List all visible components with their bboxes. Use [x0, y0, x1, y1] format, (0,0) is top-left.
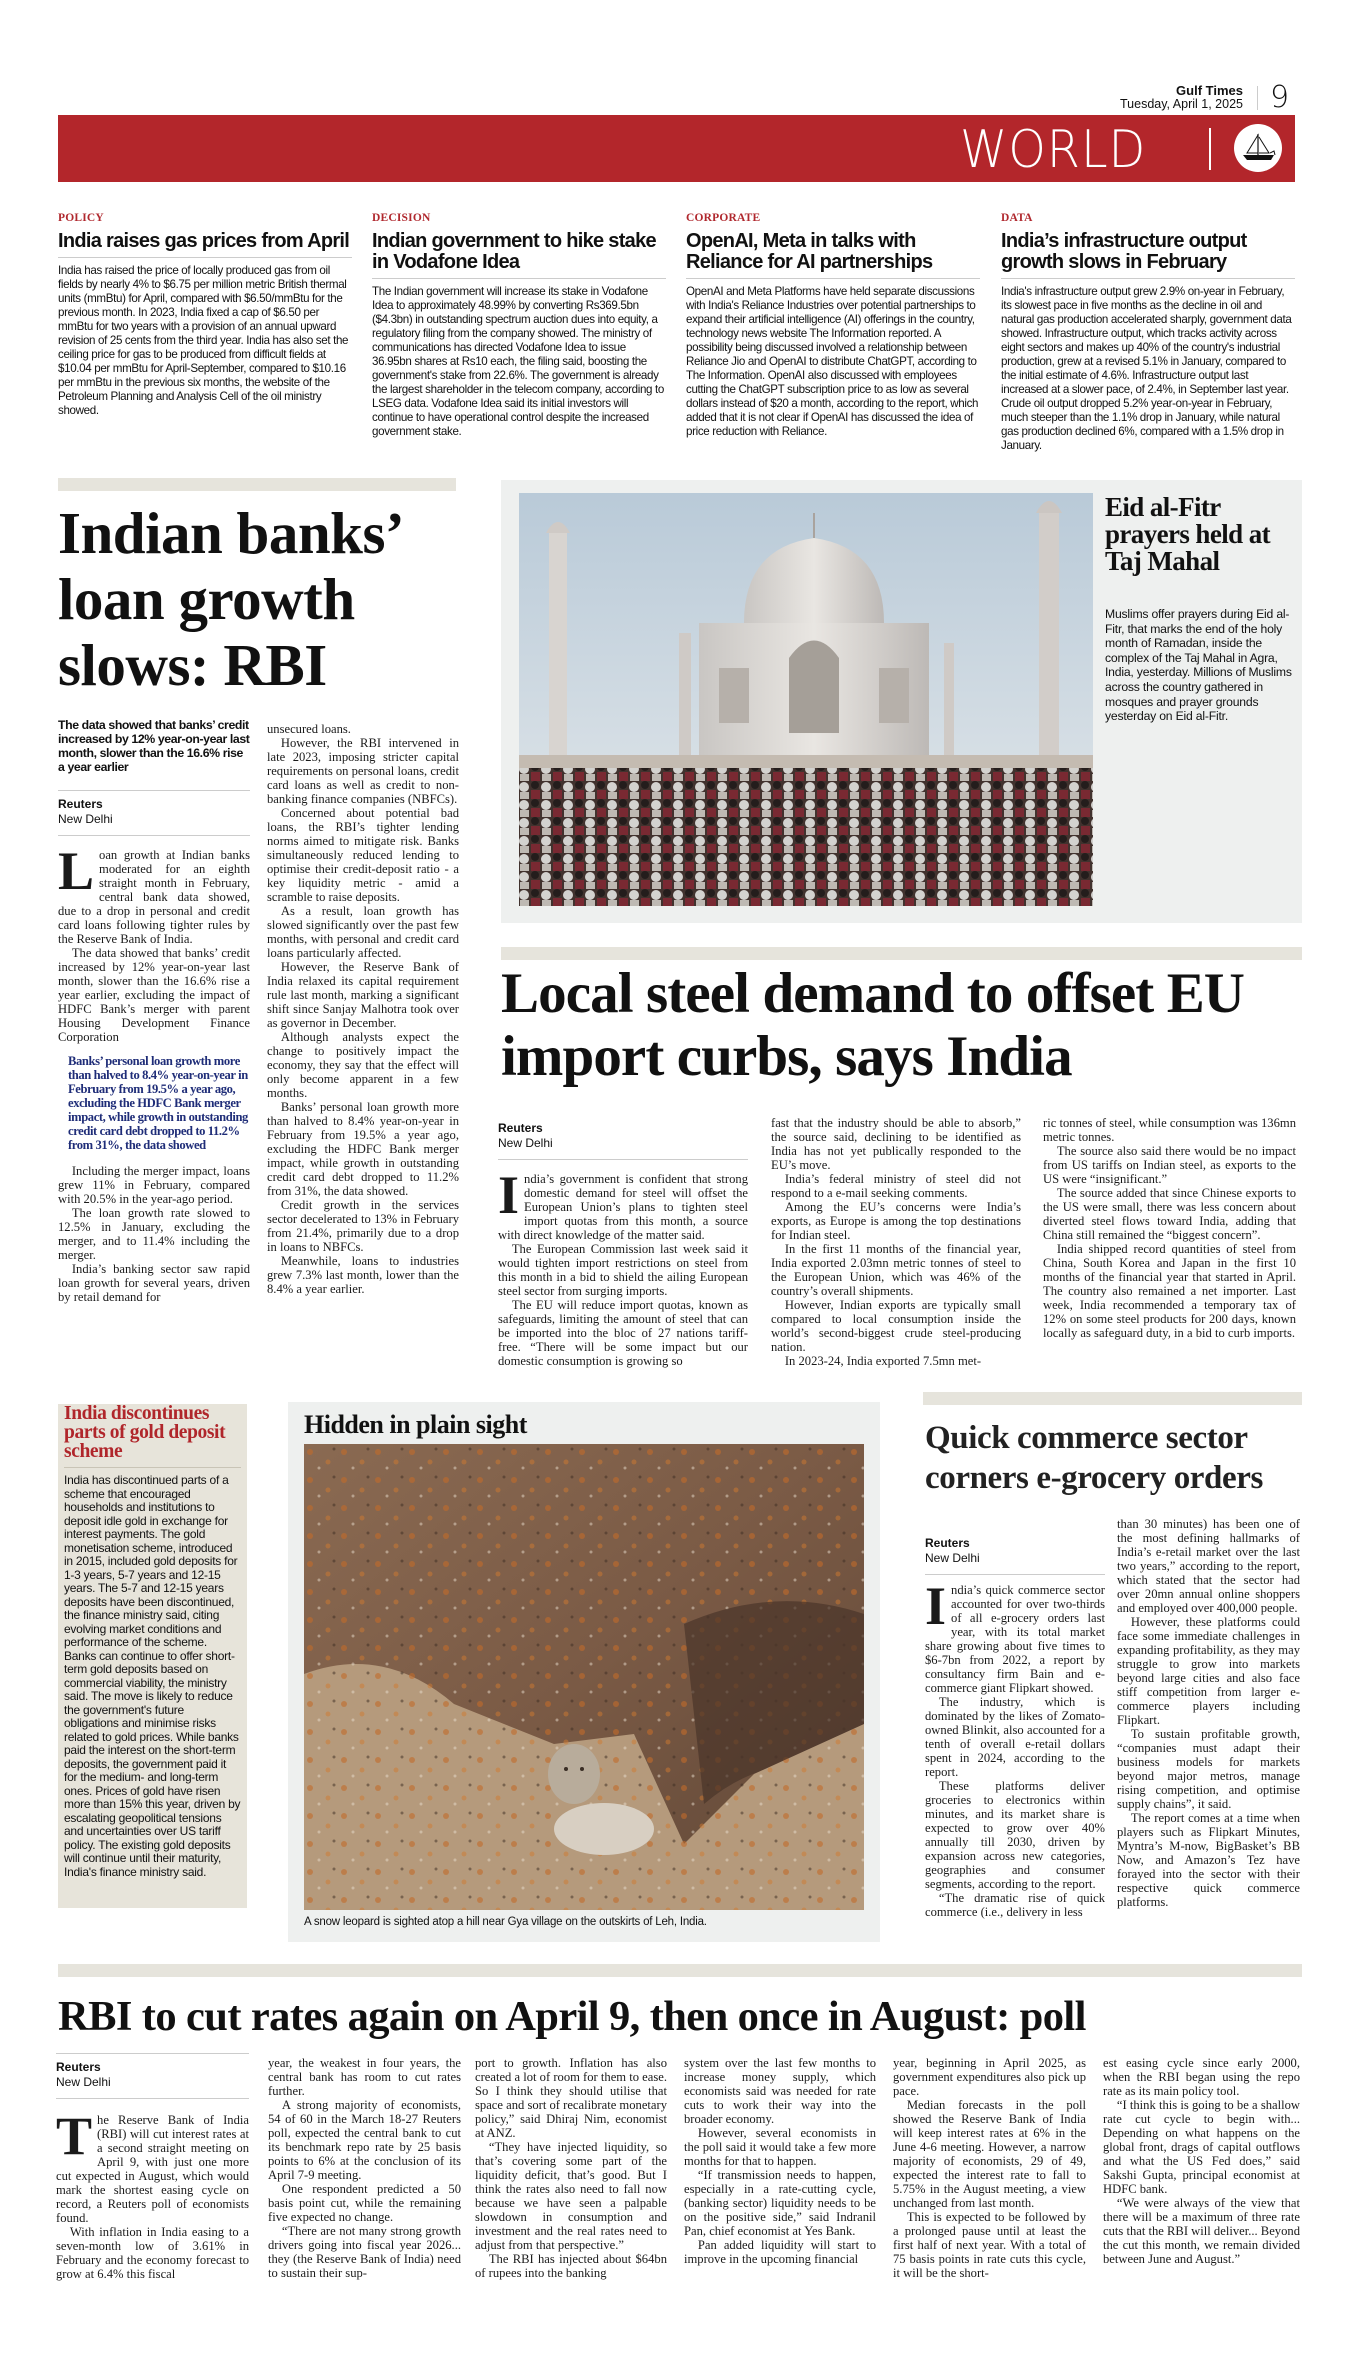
brief-data — [1001, 212, 1295, 453]
byline — [498, 1115, 748, 1160]
column-text — [58, 1164, 250, 1304]
article-headline-steel[interactable]: Local steel demand to offset EU import curbs, says India — [501, 962, 1245, 1088]
paragraph: unsecured loans. — [267, 722, 351, 736]
paragraph: Pan added liquidity will start to improve in the upcoming financial — [684, 2238, 876, 2266]
pull-quote: Banks’ personal loan growth more than halved to 8.4% year-on-year in February from 19.5% a year ago, excluding the HDFC Bank merger impact, while growth in outstanding credit card debt dropped to 11.2% from 31%, the data showed — [68, 1054, 248, 1152]
paragraph: With inflation in India easing to a seven-month low of 3.61% in February and the economy forecast to grow at 6.4% this fiscal — [56, 2225, 249, 2281]
agency: Reuters — [56, 2060, 101, 2074]
paragraph: Concerned about potential bad loans, the RBI’s tighter lending norms aimed to mitigate risk. Banks simultaneously reduced lending to optimise their credit-deposit ratio - a key liquidity metric - amid a scramble to raise deposits. — [267, 806, 459, 904]
article-headline-quick-commerce[interactable]: Quick commerce sector corners e-grocery orders — [925, 1420, 1263, 1496]
brief-body: India has raised the price of locally produced gas from oil fields by nearly 4% to $6.75 per million metric British thermal units (mmBtu) for April, compared with $6.50/mmBtu for the previous month. In 2023, India fixed a cap of $6.50 per mmBtu for two years with a provision of an annual upward revision of 25 cents from the third year. India has also set the ceiling price for gas to be produced from difficult fields at $10.04 per mmBtu for April-September, compared to $10.16 per mmBtu in the previous six months, the website of the Petroleum Planning and Analysis Cell of the oil ministry showed. — [58, 264, 349, 417]
paragraph: fast that the industry should be able to absorb,” the source said, declining to be identified as India has not yet publically responded to the EU’s move. — [771, 1116, 1021, 1172]
dateline: New Delhi — [925, 1551, 980, 1565]
paragraph: Meanwhile, loans to industries grew 7.3% last month, lower than the 8.4% a year earlier. — [267, 1254, 459, 1296]
brief-decision — [372, 212, 666, 439]
issue-date: Tuesday, April 1, 2025 — [1120, 97, 1243, 111]
paragraph: The European Commission last week said it would tighten import restrictions on steel from this month in a bid to shield the ailing European steel sector from surging imports. — [498, 1242, 748, 1298]
paragraph: The source also said there would be no impact from US tariffs on Indian steel, as exports to the US were “insignificant.” — [1043, 1144, 1296, 1186]
paragraph: than 30 minutes) has been one of the most defining hallmarks of India’s e-retail market over the last two years,” according to the report, which stated that the sector had over 20mn annual online shoppers and employed over 400,000 people. — [1117, 1517, 1300, 1615]
brief-headline[interactable]: Indian government to hike stake in Vodafone Idea — [372, 231, 666, 279]
section-rule — [923, 1392, 1302, 1405]
article-headline-rbi[interactable]: RBI to cut rates again on April 9, then once in August: poll — [58, 1993, 1086, 2040]
gold-scheme-sidebar — [58, 1404, 247, 1908]
sidebar-body: India has discontinued parts of a scheme that encouraged households and institutions to deposit idle gold in exchange for interest payments. The gold monetisation scheme, introduced in 2015, included gold deposits for 1-3 years, 5-7 years and 12-15 years. The 5-7 and 12-15 years deposits have been discontinued, the finance ministry said, citing evolving market conditions and performance of the scheme. Banks can continue to offer short-term gold deposits based on commercial viability, the ministry said. The move is likely to reduce the government's future obligations and minimise risks related to gold prices. While banks paid the interest on the short-term deposits, the government paid it for the medium- and long-term ones. Prices of gold have risen more than 15% this year, driven by escalating geopolitical tensions and uncertainties over US tariff policy. The existing gold deposits will continue until their maturity, India's finance ministry said. — [64, 1473, 241, 1879]
paragraph: India’s quick commerce sector accounted for over two-thirds of all e-grocery orders last year, with its total market share growing about five times to $6-7bn from 2022, a report by consultancy firm Bain and e-commerce giant Flipkart showed. — [925, 1576, 1105, 1695]
article-column — [893, 2056, 1086, 2280]
paragraph: The loan growth rate slowed to 12.5% in January, excluding the merger, and to 11.4% including the merger. — [58, 1206, 250, 1262]
dateline: New Delhi — [58, 812, 113, 826]
agency: Reuters — [498, 1121, 543, 1135]
section-rule — [58, 478, 456, 491]
paragraph: India’s federal ministry of steel did not respond to a e-mail seeking comments. — [771, 1172, 1021, 1200]
newspaper-name: Gulf Times — [1176, 83, 1243, 98]
section-title: WORLD — [960, 120, 1147, 180]
byline — [56, 2053, 249, 2099]
brief-body: The Indian government will increase its stake in Vodafone Idea to approximately 48.99% by converting Rs369.5bn ($4.3bn) in outstanding spectrum auction dues into equity, a regulatory filing from the company showed. The ministry of communications has directed Vodafone Idea to issue 36.95bn shares at Rs10 each, the filing said, boosting the government's stake from 22.6%. The government is already the largest shareholder in the telecom company, according to LSEG data. Vodafone Idea said its initial investors will continue to have operational control despite the increased government stake. — [372, 285, 664, 438]
paragraph: port to growth. Inflation has also created a lot of room for them to ease. So I think they should utilise that space and sort of recalibrate monetary policy,” said Dhiraj Nim, economist at ANZ. — [475, 2056, 667, 2140]
masthead-brand — [1120, 84, 1243, 111]
paragraph: However, the Reserve Bank of India relaxed its capital requirement rule last month, marking a significant shift since Sanjay Malhotra took over as governor in December. — [267, 960, 459, 1030]
article-column — [1043, 1116, 1296, 1340]
photo-title: Hidden in plain sight — [304, 1410, 527, 1439]
article-column — [268, 2056, 461, 2280]
snow-leopard-photo[interactable] — [304, 1444, 864, 1910]
byline — [925, 1530, 1105, 1575]
taj-mahal-photo[interactable] — [519, 493, 1093, 906]
paragraph: year, the weakest in four years, the central bank has room to cut rates further. — [268, 2056, 461, 2098]
paragraph: Banks’ personal loan growth more than halved to 8.4% year-on-year in February from 19.5% a year ago, excluding the HDFC Bank merger impact, while growth in outstanding credit card debt dropped to 11.2% from 31%, the data showed. — [267, 1100, 459, 1198]
paragraph: Median forecasts in the poll showed the Reserve Bank of India will keep interest rates at 6% in the June 4-6 meeting. However, a narrow majority of economists, 29 of 49, expected the interest rate to fall to 5.75% in the August meeting, a view unchanged from last month. — [893, 2098, 1086, 2210]
paragraph: India shipped record quantities of steel from China, South Korea and Japan in the first 10 months of the financial year that started in April. The country also remained a net importer. Last week, India recommended a temporary tax of 12% on some steel products for 200 days, known locally as safeguard duty, in a bid to curb imports. — [1043, 1242, 1296, 1340]
photo-caption: Muslims offer prayers during Eid al-Fitr, that marks the end of the holy month of Ramadan, inside the complex of the Taj Mahal in Agra, India, yesterday. Millions of Muslims across the country gathered in mosques and prayer grounds yesterday on Eid al-Fitr. — [1105, 607, 1292, 724]
paragraph: In the first 11 months of the financial year, India exported 2.03mn metric tonnes of steel to the European Union, which was 46% of the country’s overall shipments. — [771, 1242, 1021, 1298]
article-headline-banks[interactable]: Indian banks’ loan growth slows: RBI — [58, 500, 400, 698]
paragraph: However, these platforms could face some immediate challenges in expanding profitability, as they may struggle to grow into markets beyond large cities and also face stiff competition from larger e-commerce players including Flipkart. — [1117, 1615, 1300, 1727]
agency: Reuters — [58, 797, 103, 811]
paragraph: This is expected to be followed by a prolonged pause until at least the first half of next year. With a total of 75 basis points in rate cuts this cycle, it will be the short- — [893, 2210, 1086, 2280]
brief-body: OpenAI and Meta Platforms have held separate discussions with India's Reliance Industries over potential partnerships to expand their artificial intelligence (AI) offerings in the country, technology news website The Information reported. A possibility being discussed involved a relationship between Reliance Jio and OpenAI to distribute ChatGPT, according to The Information. OpenAI also discussed with employees cutting the ChatGPT subscription price to as low as several dollars instead of $20 a month, according to the report, which added that it is not clear if OpenAI has discussed the idea of price reduction with Reliance. — [686, 285, 979, 438]
paragraph: In 2023-24, India exported 7.5mn met- — [784, 1354, 982, 1368]
dhow-ship-logo-icon — [1234, 124, 1282, 172]
paragraph: “They have injected liquidity, so that’s covering some part of the liquidity deficit, that’s good. But I think the rates also need to fall now because we have seen a palpable slowdown in consumption and investment and the real rates need to adjust from that perspective.” — [475, 2140, 667, 2252]
paragraph: ric tonnes of steel, while consumption was 136mn metric tonnes. — [1043, 1116, 1296, 1144]
brief-headline[interactable]: OpenAI, Meta in talks with Reliance for AI partnerships — [686, 231, 980, 279]
paragraph: system over the last few months to increase money supply, which economists said was needed for rate cuts to work their way into the broader economy. — [684, 2056, 876, 2126]
page-number: 9 — [1270, 80, 1290, 115]
paragraph: India’s banking sector saw rapid loan growth for several years, driven by retail demand for — [58, 1262, 250, 1304]
paragraph: year, beginning in April 2025, as government expenditures also pick up pace. — [893, 2056, 1086, 2098]
paragraph: The data showed that banks’ credit increased by 12% year-on-year last month, slower than the 16.6% rise a year earlier, excluding the impact of HDFC Bank’s merger with parent Housing Development Finance Corporation — [58, 946, 250, 1044]
paragraph: However, several economists in the poll said it would take a few more months for that to happen. — [684, 2126, 876, 2168]
article-column — [925, 1576, 1105, 1919]
column-text — [58, 841, 250, 1044]
article-column — [684, 2056, 876, 2266]
brief-corporate — [686, 212, 980, 439]
section-label: DATA — [1001, 212, 1033, 224]
paragraph: One respondent predicted a 50 basis point cut, while the remaining five expected no change. — [268, 2182, 461, 2224]
paragraph: The report comes at a time when players such as Flipkart Minutes, Myntra’s M-now, BigBasket’s BB Now, and Amazon’s Tez have forayed into the sector with their respective quick commerce platforms. — [1117, 1811, 1300, 1909]
paragraph: Including the merger impact, loans grew 11% in February, compared with 20.5% in the year-ago period. — [58, 1164, 250, 1206]
paragraph: Although analysts expect the change to positively impact the economy, they say that the effect will only become apparent in a few months. — [267, 1030, 459, 1100]
dateline: New Delhi — [56, 2075, 111, 2089]
paragraph: The source added that since Chinese exports to the US were small, there was less concern about diverted steel flows toward India, adding that China still remained the “biggest concern”. — [1043, 1186, 1296, 1242]
article-column — [58, 841, 250, 1304]
divider — [1209, 128, 1211, 170]
section-rule — [58, 1964, 1302, 1977]
agency: Reuters — [925, 1536, 970, 1550]
brief-policy — [58, 212, 352, 418]
section-rule — [501, 947, 1302, 960]
paragraph: “We were always of the view that there will be a maximum of three rate cuts that the RBI will deliver... Beyond the cut this month, we remain divided between June and August.” — [1103, 2196, 1300, 2266]
paragraph: “I think this is going to be a shallow rate cut cycle to begin with... Depending on what happens on the global front, drags of capital outflows and what the US Fed does,” said Sakshi Gupta, principal economist at HDFC bank. — [1103, 2098, 1300, 2196]
photo-caption: A snow leopard is sighted atop a hill near Gya village on the outskirts of Leh, India. — [304, 1916, 707, 1928]
photo-headline: Eid al-Fitr prayers held at Taj Mahal — [1105, 492, 1270, 576]
article-column — [771, 1116, 1021, 1368]
paragraph: est easing cycle since early 2000, when the RBI began using the repo rate as its main policy tool. — [1103, 2056, 1300, 2098]
paragraph: A strong majority of economists, 54 of 60 in the March 18-27 Reuters poll, expected the central bank to cut its benchmark repo rate by 25 basis points to 6% at the conclusion of its April 7-9 meeting. — [268, 2098, 461, 2182]
article-column — [475, 2056, 667, 2280]
sidebar-headline[interactable]: India discontinues parts of gold deposit scheme — [64, 1404, 241, 1468]
paragraph: The EU will reduce import quotas, known as safeguards, limiting the amount of steel that can be imported into the bloc of 27 nations tariff-free. “There will be some impact but our domestic consumption is growing so — [498, 1298, 748, 1368]
paragraph: Among the EU’s concerns were India’s exports, as Europe is among the top destinations for Indian steel. — [771, 1200, 1021, 1242]
paragraph: Credit growth in the services sector decelerated to 13% in February from 21.4%, primarily due to a drop in loans to NBFCs. — [267, 1198, 459, 1254]
paragraph: “The dramatic rise of quick commerce (i.e., delivery in less — [925, 1891, 1105, 1919]
section-label: CORPORATE — [686, 212, 761, 224]
section-label: DECISION — [372, 212, 431, 224]
dateline: New Delhi — [498, 1136, 553, 1150]
paragraph: Loan growth at Indian banks moderated for an eighth straight month in February, central bank data showed, due to a drop in personal and credit card loans following tighter rules by the Reserve Bank of India. — [58, 841, 250, 946]
brief-body: India's infrastructure output grew 2.9% on-year in February, its slowest pace in five months as the decline in oil and natural gas production accelerated sharply, government data showed. Infrastructure output, which tracks activity across eight sectors and makes up 40% of the country's industrial production, grew at a revised 5.1% in January, compared to the initial estimate of 4.6%. Infrastructure output last increased at a slower pace, of 2.4%, in September last year. Crude oil output dropped 5.2% year-on-year in February, much steeper than the 1.1% drop in January, while natural gas production declined 6%, compared with a 1.5% drop in January. — [1001, 285, 1292, 452]
paragraph: The industry, which is dominated by the likes of Zomato-owned Blinkit, also accounted for a tenth of overall e-retail dollars spent in 2024, according to the report. — [925, 1695, 1105, 1779]
byline — [58, 790, 250, 836]
paragraph: However, Indian exports are typically small compared to local consumption inside the world’s second-biggest crude steel-producing nation. — [771, 1298, 1021, 1354]
divider — [1257, 86, 1258, 110]
paragraph: However, the RBI intervened in late 2023, imposing stricter capital requirements on personal loans, credit card loans as well as credit to non-banking finance companies (NBFCs). — [267, 736, 459, 806]
article-column — [56, 2106, 249, 2281]
paragraph: “There are not many strong growth drivers going into fiscal year 2026... they (the Reserve Bank of India) need to sustain their sup- — [268, 2224, 461, 2280]
paragraph: As a result, loan growth has slowed significantly over the past few months, with personal and credit card loans particularly affected. — [267, 904, 459, 960]
article-column — [498, 1165, 748, 1368]
paragraph: The RBI has injected about $64bn of rupees into the banking — [475, 2252, 667, 2280]
paragraph: These platforms deliver groceries to electronics within minutes, and its market share is expected to grow over 40% annually till 2030, driven by expansion across new categories, geographies and consumer segments, according to the report. — [925, 1779, 1105, 1891]
brief-headline[interactable]: India’s infrastructure output growth slows in February — [1001, 231, 1295, 279]
paragraph: “If transmission needs to happen, especially in a rate-cutting cycle, (banking sector) liquidity needs to be on the positive side,” said Indranil Pan, chief economist at Yes Bank. — [684, 2168, 876, 2238]
article-column — [1103, 2056, 1300, 2266]
article-column — [267, 722, 459, 1296]
brief-headline[interactable]: India raises gas prices from April — [58, 231, 352, 258]
paragraph: The Reserve Bank of India (RBI) will cut interest rates at a second straight meeting on April 9, with just one more cut expected in August, which would mark the shortest easing cycle on record, a Reuters poll of economists found. — [56, 2106, 249, 2225]
standfirst: The data showed that banks’ credit increased by 12% year-on-year last month, slower than the 16.6% rise a year earlier — [58, 718, 250, 774]
paragraph: To sustain profitable growth, “companies must adapt their business models for markets beyond major metros, manage rising competition, and optimise supply chains”, it said. — [1117, 1727, 1300, 1811]
section-label: POLICY — [58, 212, 104, 224]
article-column — [1117, 1517, 1300, 1909]
paragraph: India’s government is confident that strong domestic demand for steel will offset the European Union’s plans to tighten steel import quotas from this month, a source with direct knowledge of the matter said. — [498, 1165, 748, 1242]
